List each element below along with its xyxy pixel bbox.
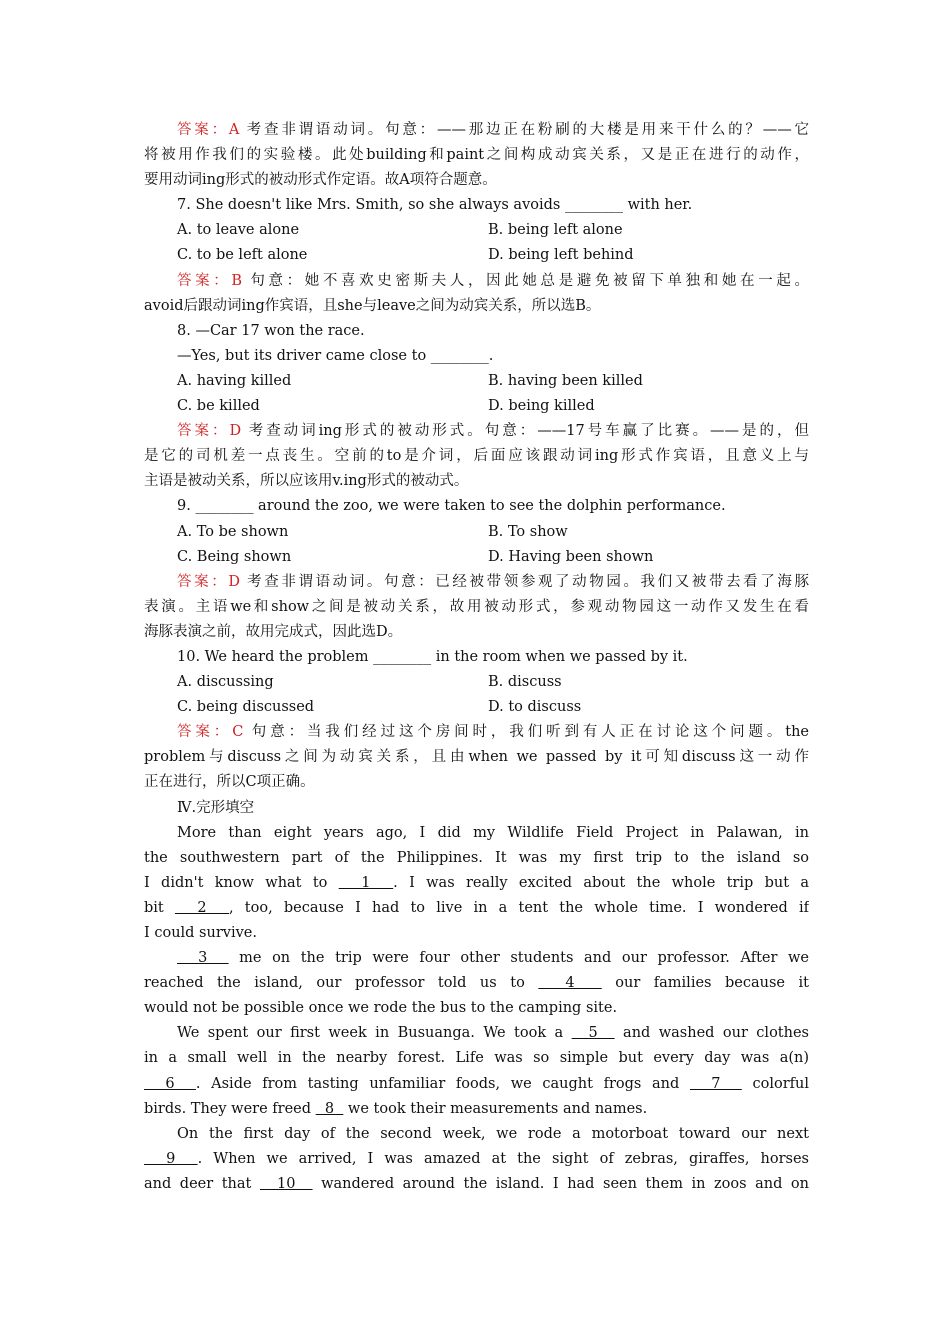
q8-option-a: A. having killed (177, 372, 292, 389)
passage-p2-line-3: would not be possible once we rode the bus to the camping site. (144, 1000, 618, 1017)
answer-label: 答案： (177, 423, 230, 440)
passage-p4-line-3: and deer that 10 wandered around the island. I had seen them in zoos and on (144, 1175, 809, 1192)
blank-3: 3 (177, 950, 229, 967)
q7-options-row-2 (144, 243, 809, 268)
q9-option-c: C. Being shown (177, 548, 292, 565)
q10-options-row-2 (144, 695, 809, 720)
q10-stem: 10. We heard the problem ________ in the room when we passed by it. (177, 648, 688, 665)
blank-8: 8 (315, 1100, 344, 1117)
q8-stem-1: 8. —Car 17 won the race. (177, 322, 365, 339)
section-title: Ⅳ.完形填空 (177, 799, 255, 816)
q10-explanation-line-2: problem与discuss之间为动宾关系，且由when we passed by it可知discuss这一动作 (144, 749, 809, 766)
q7-explanation-line-2: avoid后跟动词ing作宾语，且she与leave之间为动宾关系，所以选B。 (144, 297, 601, 314)
answer-label: 答案： (177, 272, 232, 289)
q9-options-row-2 (144, 545, 809, 570)
answer-letter: B (231, 272, 243, 289)
q7-option-a: A. to leave alone (177, 222, 300, 239)
passage-p3-line-2: in a small well in the nearby forest. Life was so simple but every day was a(n) (144, 1050, 809, 1067)
q10-option-c: C. being discussed (177, 699, 315, 716)
passage-p4-line-2: 9 . When we arrived, I was amazed at the sight of zebras, giraffes, horses (144, 1150, 809, 1167)
blank-2: 2 (174, 899, 229, 916)
q10-option-b: B. discuss (488, 674, 562, 691)
blank-9: 9 (144, 1150, 198, 1167)
passage-p1-line-2: the southwestern part of the Philippines. It was my first trip to the island so (144, 849, 809, 866)
q8-explanation-line-2: 是它的司机差一点丧生。空前的to是介词，后面应该跟动词ing形式作宾语，且意义上与 (144, 448, 809, 465)
q10-option-a: A. discussing (177, 674, 274, 691)
q9-explanation-line-3: 海豚表演之前，故用完成式，因此选D。 (144, 623, 403, 640)
passage-p1-line-5: I could survive. (144, 925, 257, 941)
q10-answer-line-1: 答案：C 句意：当我们经过这个房间时，我们听到有人正在讨论这个问题。the (177, 724, 809, 741)
q7-options-row-1 (144, 218, 809, 243)
blank-4: 4 (538, 975, 602, 992)
passage-p2-line-2: reached the island, our professor told us to 4 our families because it (144, 975, 809, 992)
q7-answer-line-1: 答案：B 句意：她不喜欢史密斯夫人，因此她总是避免被留下单独和她在一起。 (177, 272, 809, 289)
passage-p2-line-1: 3 me on the trip were four other students and our professor. After we (177, 950, 809, 967)
passage-p1-line-4: bit 2 , too, because I had to live in a tent the whole time. I wondered if (144, 899, 809, 916)
answer-letter: A (228, 122, 240, 138)
blank-7: 7 (689, 1075, 742, 1092)
blank-10: 10 (259, 1175, 313, 1192)
passage-p4-line-1: On the first day of the second week, we rode a motorboat toward our next (177, 1125, 809, 1142)
blank-6: 6 (144, 1075, 196, 1092)
q9-option-d: D. Having been shown (488, 548, 654, 565)
q9-option-b: B. To show (488, 523, 568, 540)
q8-option-d: D. being killed (488, 398, 595, 415)
q6-explanation-line-3: 要用动词ing形式的被动形式作定语。故A项符合题意。 (144, 172, 497, 189)
blank-1: 1 (338, 874, 394, 891)
q8-options-row-1 (144, 369, 809, 394)
q8-explanation-line-3: 主语是被动关系，所以应该用v.ing形式的被动式。 (144, 473, 469, 490)
q8-options-row-2 (144, 394, 809, 419)
answer-label: 答案： (177, 573, 229, 590)
passage-p3-line-4: birds. They were freed 8 we took their measurements and names. (144, 1100, 648, 1117)
passage-p1-line-3: I didn't know what to 1 . I was really excited about the whole trip but a (144, 874, 809, 891)
q9-options-row-1 (144, 520, 809, 545)
passage-p1-line-1: More than eight years ago, I did my Wildlife Field Project in Palawan, in (177, 824, 809, 841)
q9-explanation-line-2: 表演。主语we和show之间是被动关系，故用被动形式，参观动物园这一动作又发生在看 (144, 598, 809, 615)
q8-stem-2: —Yes, but its driver came close to ________. (177, 347, 494, 364)
passage-p3-line-1: We spent our first week in Busuanga. We took a 5 and washed our clothes (177, 1025, 809, 1042)
q8-option-c: C. be killed (177, 398, 260, 415)
q10-explanation-line-3: 正在进行，所以C项正确。 (144, 774, 315, 791)
answer-letter: C (232, 724, 244, 741)
q7-option-b: B. being left alone (488, 222, 623, 239)
blank-5: 5 (571, 1025, 615, 1042)
q8-answer-line-1: 答案：D 考查动词ing形式的被动形式。句意：——17号车赢了比赛。——是的，但 (177, 423, 809, 440)
answer-letter: D (229, 423, 242, 440)
document-page (144, 118, 809, 1197)
q10-option-d: D. to discuss (488, 699, 582, 716)
q9-option-a: A. To be shown (177, 523, 289, 540)
q6-explanation-line-2: 将被用作我们的实验楼。此处building和paint之间构成动宾关系，又是正在进行的动作， (144, 147, 809, 164)
answer-letter: D (228, 573, 240, 590)
answer-label: 答案： (177, 724, 233, 741)
q6-answer-line-1: 答案：A 考查非谓语动词。句意：——那边正在粉刷的大楼是用来干什么的？——它 (177, 122, 809, 138)
q9-stem: 9. ________ around the zoo, we were taken to see the dolphin performance. (177, 498, 726, 515)
passage-p3-line-3: 6 . Aside from tasting unfamiliar foods, we caught frogs and 7 colorful (144, 1075, 809, 1092)
answer-label: 答案： (177, 122, 229, 138)
q9-answer-line-1: 答案：D 考查非谓语动词。句意：已经被带领参观了动物园。我们又被带去看了海豚 (177, 573, 809, 590)
q10-options-row-1 (144, 670, 809, 695)
q7-option-d: D. being left behind (488, 247, 634, 264)
q7-stem: 7. She doesn't like Mrs. Smith, so she always avoids ________ with her. (177, 197, 693, 214)
q8-option-b: B. having been killed (488, 372, 643, 389)
q7-option-c: C. to be left alone (177, 247, 308, 264)
